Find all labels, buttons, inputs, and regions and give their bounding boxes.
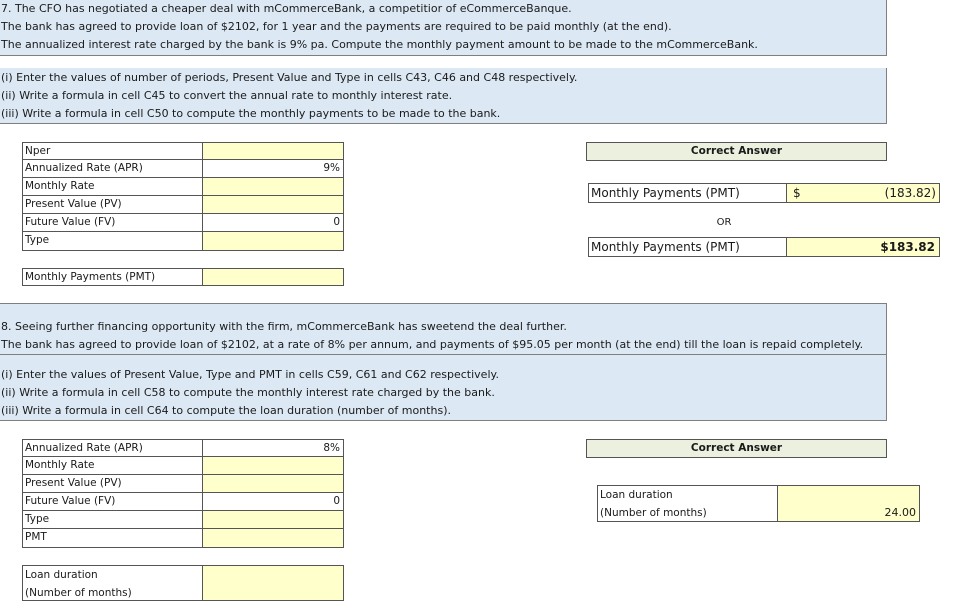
q8-answer-label xyxy=(597,485,778,522)
q7-cell-pmt[interactable] xyxy=(203,268,344,286)
q7-cell-type[interactable] xyxy=(203,232,344,251)
q8-cell-apr[interactable]: 8% xyxy=(203,439,344,457)
q8-label-apr: Annualized Rate (APR) xyxy=(22,439,203,457)
q7-line-2: The bank has agreed to provide loan of $2102, for 1 year and the payments are required to be paid monthly (at the end). xyxy=(1,20,672,33)
q8-instruction-2: (ii) Write a formula in cell C58 to compute the monthly interest rate charged by the bank. xyxy=(1,386,495,399)
q8-answer-label-line1: Loan duration xyxy=(600,489,673,501)
q8-label-pmt: PMT xyxy=(22,529,203,548)
q8-answer-value-cell xyxy=(778,485,920,522)
q7-label-nper: Nper xyxy=(22,142,203,160)
q7-cell-fv[interactable]: 0 xyxy=(203,214,344,232)
q7-cell-monthly-rate[interactable] xyxy=(203,178,344,196)
q7-label-pmt: Monthly Payments (PMT) xyxy=(22,268,203,286)
q7-instruction-1: (i) Enter the values of number of periods, Present Value and Type in cells C43, C46 and C48 respectively. xyxy=(1,71,578,84)
q7-cell-pv[interactable] xyxy=(203,196,344,214)
q8-instruction-3: (iii) Write a formula in cell C64 to compute the loan duration (number of months). xyxy=(1,404,451,417)
q7-answer-value-1: (183.82) xyxy=(884,186,936,200)
q7-label-type: Type xyxy=(22,232,203,251)
q7-cell-nper[interactable] xyxy=(203,142,344,160)
q8-cell-monthly-rate[interactable] xyxy=(203,457,344,475)
q7-answer-label-2: Monthly Payments (PMT) xyxy=(588,237,787,257)
q7-correct-answer-header: Correct Answer xyxy=(586,142,887,161)
q8-line-2: The bank has agreed to provide loan of $2102, at a rate of 8% per annum, and payments of $95.05 per month (at the end) till the loan is repaid completely. xyxy=(1,338,864,351)
q7-answer-value-1-cell xyxy=(787,183,940,203)
q7-instruction-3: (iii) Write a formula in cell C50 to compute the monthly payments to be made to the bank. xyxy=(1,107,501,120)
q8-correct-answer-header: Correct Answer xyxy=(586,439,887,458)
q8-cell-fv[interactable]: 0 xyxy=(203,493,344,511)
q8-answer-label-line2: (Number of months) xyxy=(600,507,707,519)
q7-line-3: The annualized interest rate charged by the bank is 9% pa. Compute the monthly payment amount to be made to the mCommerceBank. xyxy=(1,38,758,51)
q8-answer-value: 24.00 xyxy=(884,506,916,519)
q8-label-pv: Present Value (PV) xyxy=(22,475,203,493)
q7-or-text: OR xyxy=(716,217,732,228)
q8-label-monthly-rate: Monthly Rate xyxy=(22,457,203,475)
q8-label-loan-duration-line1: Loan duration xyxy=(25,569,98,581)
q7-answer-currency: $ xyxy=(793,186,801,200)
q7-label-monthly-rate: Monthly Rate xyxy=(22,178,203,196)
q7-instructions xyxy=(0,68,887,124)
q8-cell-loan-duration[interactable] xyxy=(203,565,344,601)
q7-line-1: 7. The CFO has negotiated a cheaper deal with mCommerceBank, a competitior of eCommerceBanque. xyxy=(1,2,572,15)
q7-problem-statement xyxy=(0,0,887,56)
q8-instruction-1: (i) Enter the values of Present Value, Type and PMT in cells C59, C61 and C62 respectively. xyxy=(1,368,499,381)
q8-label-loan-duration xyxy=(22,565,203,601)
q8-label-type: Type xyxy=(22,511,203,529)
q7-label-apr: Annualized Rate (APR) xyxy=(22,160,203,178)
q8-label-loan-duration-line2: (Number of months) xyxy=(25,587,132,599)
q8-instructions xyxy=(0,355,887,421)
q7-answer-label-1: Monthly Payments (PMT) xyxy=(588,183,787,203)
q8-label-fv: Future Value (FV) xyxy=(22,493,203,511)
q8-cell-pv[interactable] xyxy=(203,475,344,493)
q8-cell-type[interactable] xyxy=(203,511,344,529)
q7-answer-value-2: $183.82 xyxy=(787,237,940,257)
q8-line-1: 8. Seeing further financing opportunity with the firm, mCommerceBank has sweetend the deal further. xyxy=(1,320,567,333)
q8-cell-pmt[interactable] xyxy=(203,529,344,548)
q7-label-fv: Future Value (FV) xyxy=(22,214,203,232)
q8-problem-statement xyxy=(0,303,887,355)
q7-label-pv: Present Value (PV) xyxy=(22,196,203,214)
q7-cell-apr[interactable]: 9% xyxy=(203,160,344,178)
q7-instruction-2: (ii) Write a formula in cell C45 to convert the annual rate to monthly interest rate. xyxy=(1,89,453,102)
